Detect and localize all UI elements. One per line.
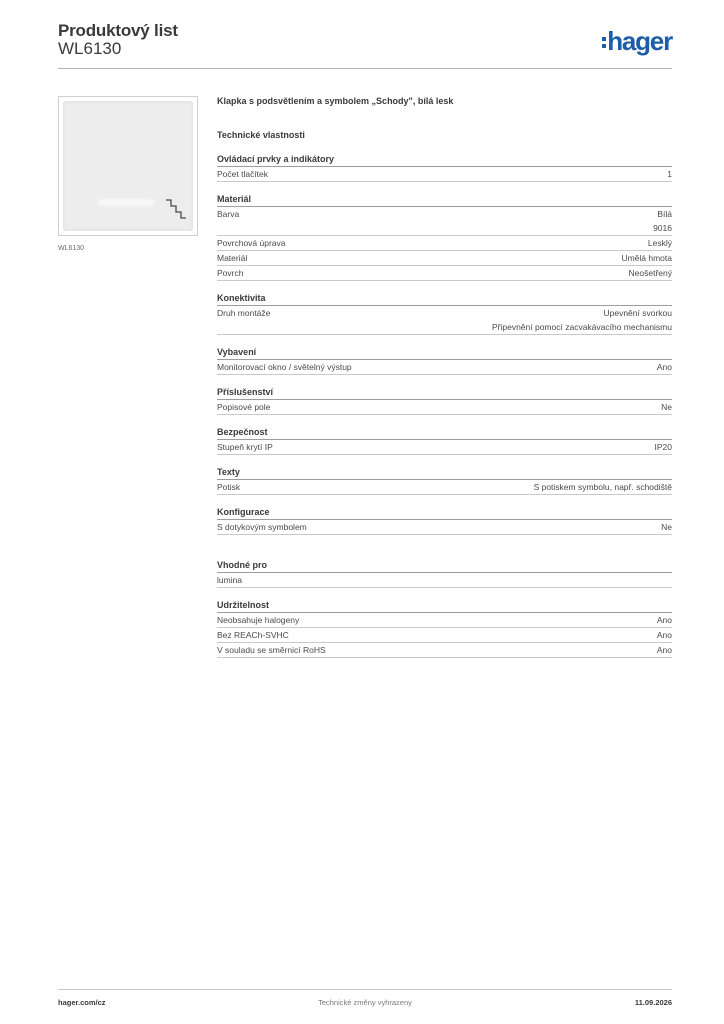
section-heading: Příslušenství <box>217 386 672 400</box>
spec-value: S potiskem symbolu, např. schodiště <box>533 482 672 492</box>
spec-values <box>657 360 672 374</box>
spec-value: Umělá hmota <box>621 253 672 263</box>
logo-dots-icon <box>602 37 606 48</box>
product-specs <box>217 93 672 658</box>
spec-section <box>217 599 672 658</box>
spec-values <box>657 613 672 627</box>
spec-label: Materiál <box>217 253 248 263</box>
product-code: WL6130 <box>58 39 122 58</box>
footer-date: 11.09.2026 <box>634 998 672 1007</box>
spec-values <box>661 520 672 534</box>
product-image <box>58 96 198 236</box>
product-name: Klapka s podsvětlením a symbolem „Schody", bílá lesk <box>217 96 454 106</box>
spec-label: Monitorovací okno / světelný výstup <box>217 362 352 372</box>
spec-label: Povrchová úprava <box>217 238 286 248</box>
tech-properties-heading: Technické vlastnosti <box>217 130 305 140</box>
spec-label: Popisové pole <box>217 402 271 412</box>
spec-label: Potisk <box>217 482 241 492</box>
spec-label: Stupeň krytí IP <box>217 442 273 452</box>
footer-divider <box>58 989 672 990</box>
spec-value: IP20 <box>654 442 672 452</box>
spec-values <box>661 400 672 414</box>
spec-value: Připevnění pomocí zacvakávacího mechanismu <box>491 322 672 332</box>
section-heading: Bezpečnost <box>217 426 672 440</box>
spec-values <box>657 643 672 657</box>
spec-label: Bez REACh-SVHC <box>217 630 289 640</box>
stairs-symbol-icon <box>165 198 187 220</box>
spec-values <box>655 440 673 454</box>
spec-label: lumina <box>217 575 243 585</box>
spec-values <box>657 628 672 642</box>
spec-values <box>492 306 672 334</box>
spec-section <box>217 386 672 415</box>
spec-sections <box>217 153 672 658</box>
hager-logo[interactable] <box>602 26 672 56</box>
spec-label: V souladu se směrnicí RoHS <box>217 645 326 655</box>
spec-values <box>629 266 672 280</box>
spec-value: 9016 <box>653 223 672 233</box>
spec-label: Povrch <box>217 268 244 278</box>
spec-row <box>217 573 672 588</box>
image-caption: WL6130 <box>58 245 85 252</box>
spec-values <box>621 251 672 265</box>
spec-value: 1 <box>667 169 672 179</box>
spec-row <box>217 236 672 251</box>
section-heading: Konfigurace <box>217 506 672 520</box>
spec-row <box>217 613 672 628</box>
spec-label: Druh montáže <box>217 308 271 318</box>
spec-row <box>217 400 672 415</box>
spec-section <box>217 506 672 535</box>
spec-value: Ano <box>656 630 672 640</box>
spec-values <box>648 236 672 250</box>
spec-row <box>217 643 672 658</box>
spec-section <box>217 426 672 455</box>
spec-row <box>217 167 672 182</box>
spec-row <box>217 480 672 495</box>
section-heading: Udržitelnost <box>217 599 672 613</box>
spec-value: Neošetřený <box>628 268 672 278</box>
spec-label: Počet tlačítek <box>217 169 269 179</box>
spec-row <box>217 360 672 375</box>
spec-section <box>217 466 672 495</box>
spec-value: Lesklý <box>647 238 672 248</box>
section-heading: Vybavení <box>217 346 672 360</box>
spec-section <box>217 559 672 588</box>
spec-values <box>653 207 672 235</box>
section-heading: Vhodné pro <box>217 559 672 573</box>
spec-value: Ne <box>661 522 672 532</box>
section-heading: Ovládací prvky a indikátory <box>217 153 672 167</box>
spec-label: Barva <box>217 209 240 219</box>
header-divider <box>58 68 672 69</box>
spec-value: Bílá <box>657 209 672 219</box>
spec-value: Ano <box>656 362 672 372</box>
spec-value: Ano <box>656 645 672 655</box>
spec-row <box>217 266 672 281</box>
spec-row <box>217 628 672 643</box>
spec-row <box>217 440 672 455</box>
spec-value: Upevnění svorkou <box>603 308 672 318</box>
section-heading: Materiál <box>217 193 672 207</box>
footer-disclaimer: Technické změny vyhrazeny <box>318 998 412 1007</box>
footer-website-link[interactable]: hager.com/cz <box>58 998 106 1007</box>
section-heading: Texty <box>217 466 672 480</box>
spec-section <box>217 193 672 281</box>
spec-row <box>217 306 672 335</box>
spec-section <box>217 346 672 375</box>
spec-label: Neobsahuje halogeny <box>217 615 300 625</box>
spec-value: Ne <box>661 402 672 412</box>
spec-row <box>217 251 672 266</box>
led-window <box>99 200 154 205</box>
spec-row <box>217 207 672 236</box>
spec-value: Ano <box>656 615 672 625</box>
spec-values <box>534 480 672 494</box>
spec-values <box>667 167 672 181</box>
spec-section <box>217 153 672 182</box>
page-title: Produktový list <box>58 21 178 40</box>
spec-label: S dotykovým symbolem <box>217 522 307 532</box>
logo-text: hager <box>607 26 672 56</box>
section-heading: Konektivita <box>217 292 672 306</box>
spec-row <box>217 520 672 535</box>
spec-section <box>217 292 672 335</box>
